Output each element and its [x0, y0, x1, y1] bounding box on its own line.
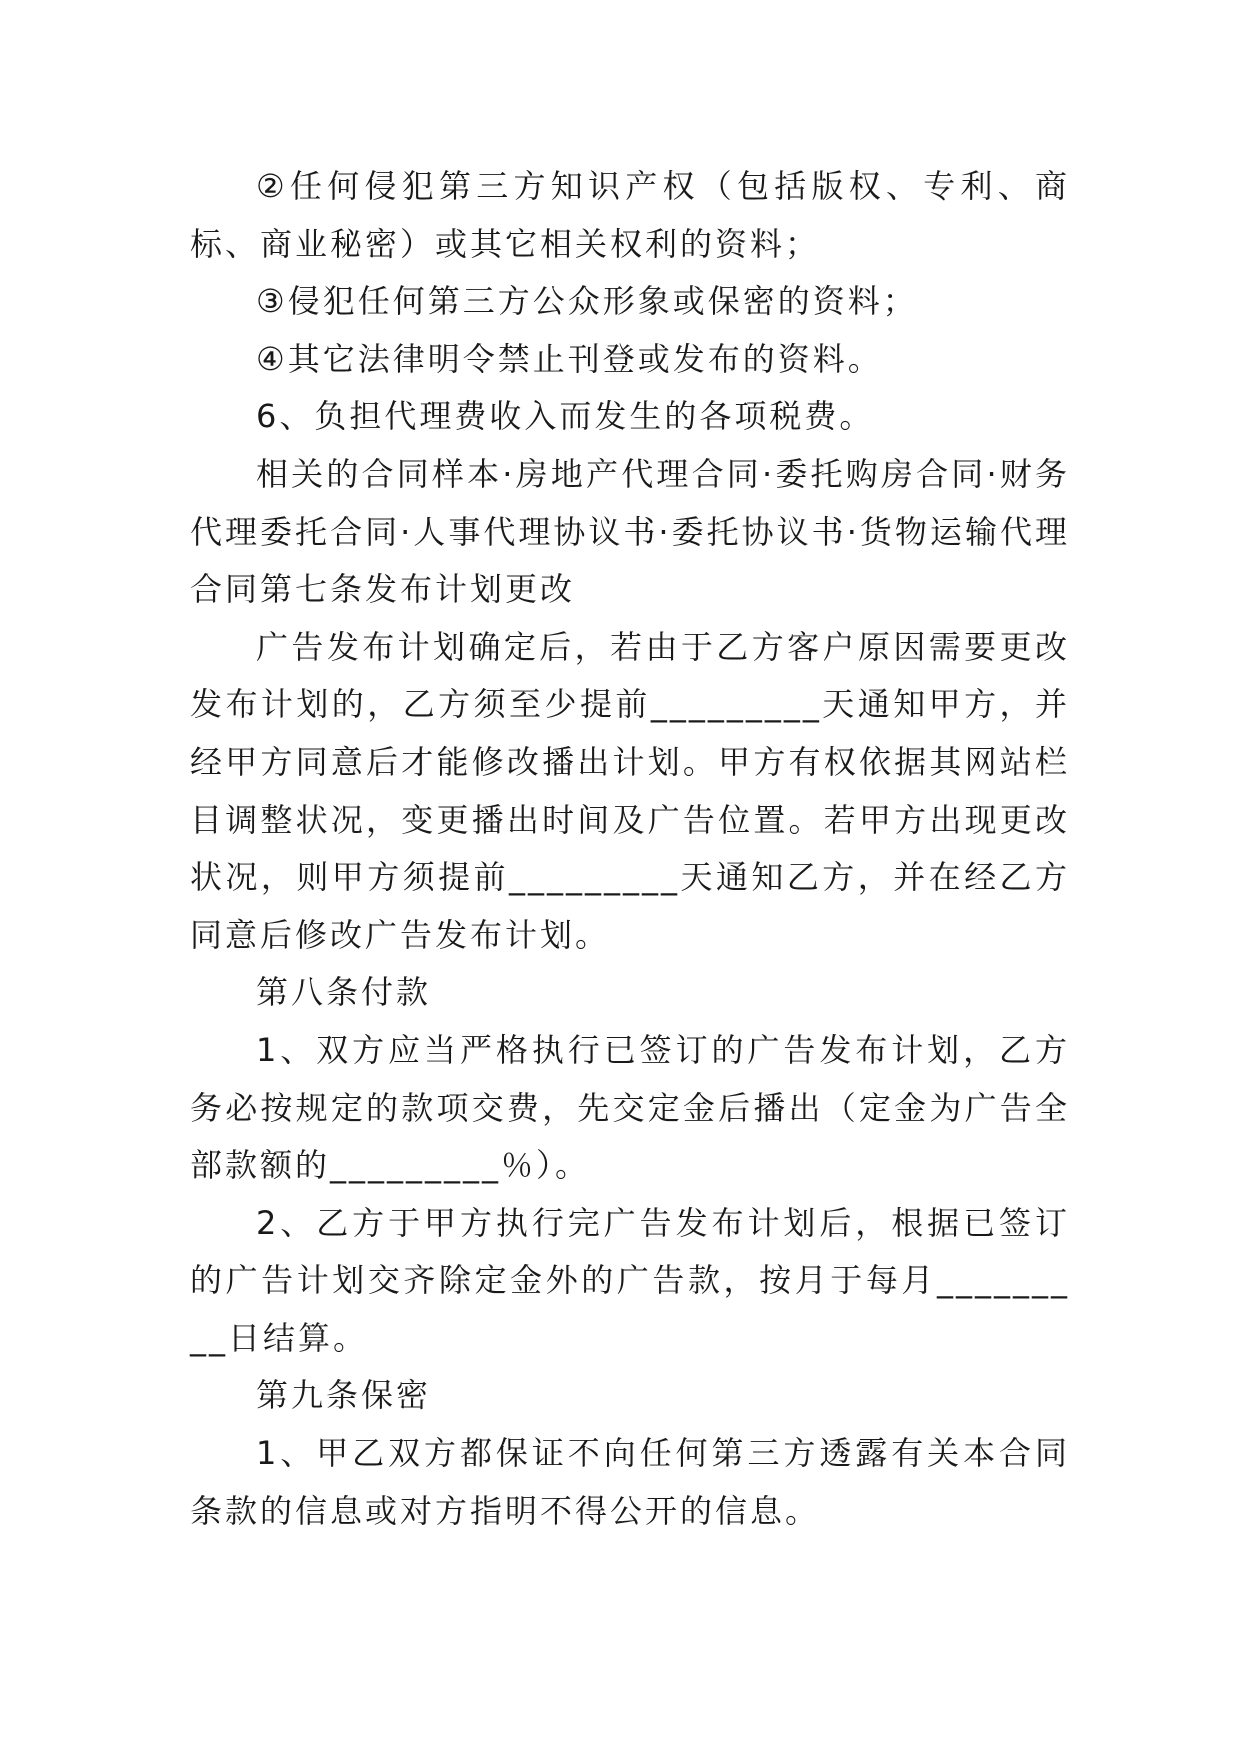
paragraph-payment-2: 2、乙方于甲方执行完广告发布计划后，根据已签订的广告计划交齐除定金外的广告款，按月于每月_________日结算。 [190, 1203, 1070, 1357]
paragraph-item-3-public-image: ③侵犯任何第三方公众形象或保密的资料； [256, 282, 918, 321]
heading-article-8-payment: 第八条付款 [256, 973, 432, 1012]
document-body [190, 158, 1070, 1540]
paragraph-item-2-infringement: ②任何侵犯第三方知识产权（包括版权、专利、商标、商业秘密）或其它相关权利的资料； [190, 167, 1070, 263]
paragraph-item-4-prohibited: ④其它法律明令禁止刊登或发布的资料。 [256, 339, 883, 378]
paragraph-plan-change: 广告发布计划确定后，若由于乙方客户原因需要更改发布计划的，乙方须至少提前_________天通知甲方，并经甲方同意后才能修改播出计划。甲方有权依据其网站栏目调整状况，变更播出时间及广告位置。若甲方出现更改状况，则甲方须提前_________天通知乙方，并在经乙方同意后修改广告发布计划。 [190, 627, 1070, 954]
paragraph-related-samples: 相关的合同样本·房地产代理合同·委托购房合同·财务代理委托合同·人事代理协议书·委托协议书·货物运输代理合同第七条发布计划更改 [190, 454, 1070, 609]
paragraph-confidentiality-1: 1、甲乙双方都保证不向任何第三方透露有关本合同条款的信息或对方指明不得公开的信息。 [190, 1434, 1070, 1530]
paragraph-payment-1: 1、双方应当严格执行已签订的广告发布计划，乙方务必按规定的款项交费，先交定金后播出（定金为广告全部款额的_________％）。 [190, 1030, 1070, 1185]
heading-article-9-confidentiality: 第九条保密 [256, 1376, 432, 1415]
paragraph-clause-6-taxes: 6、负担代理费收入而发生的各项税费。 [256, 397, 875, 436]
